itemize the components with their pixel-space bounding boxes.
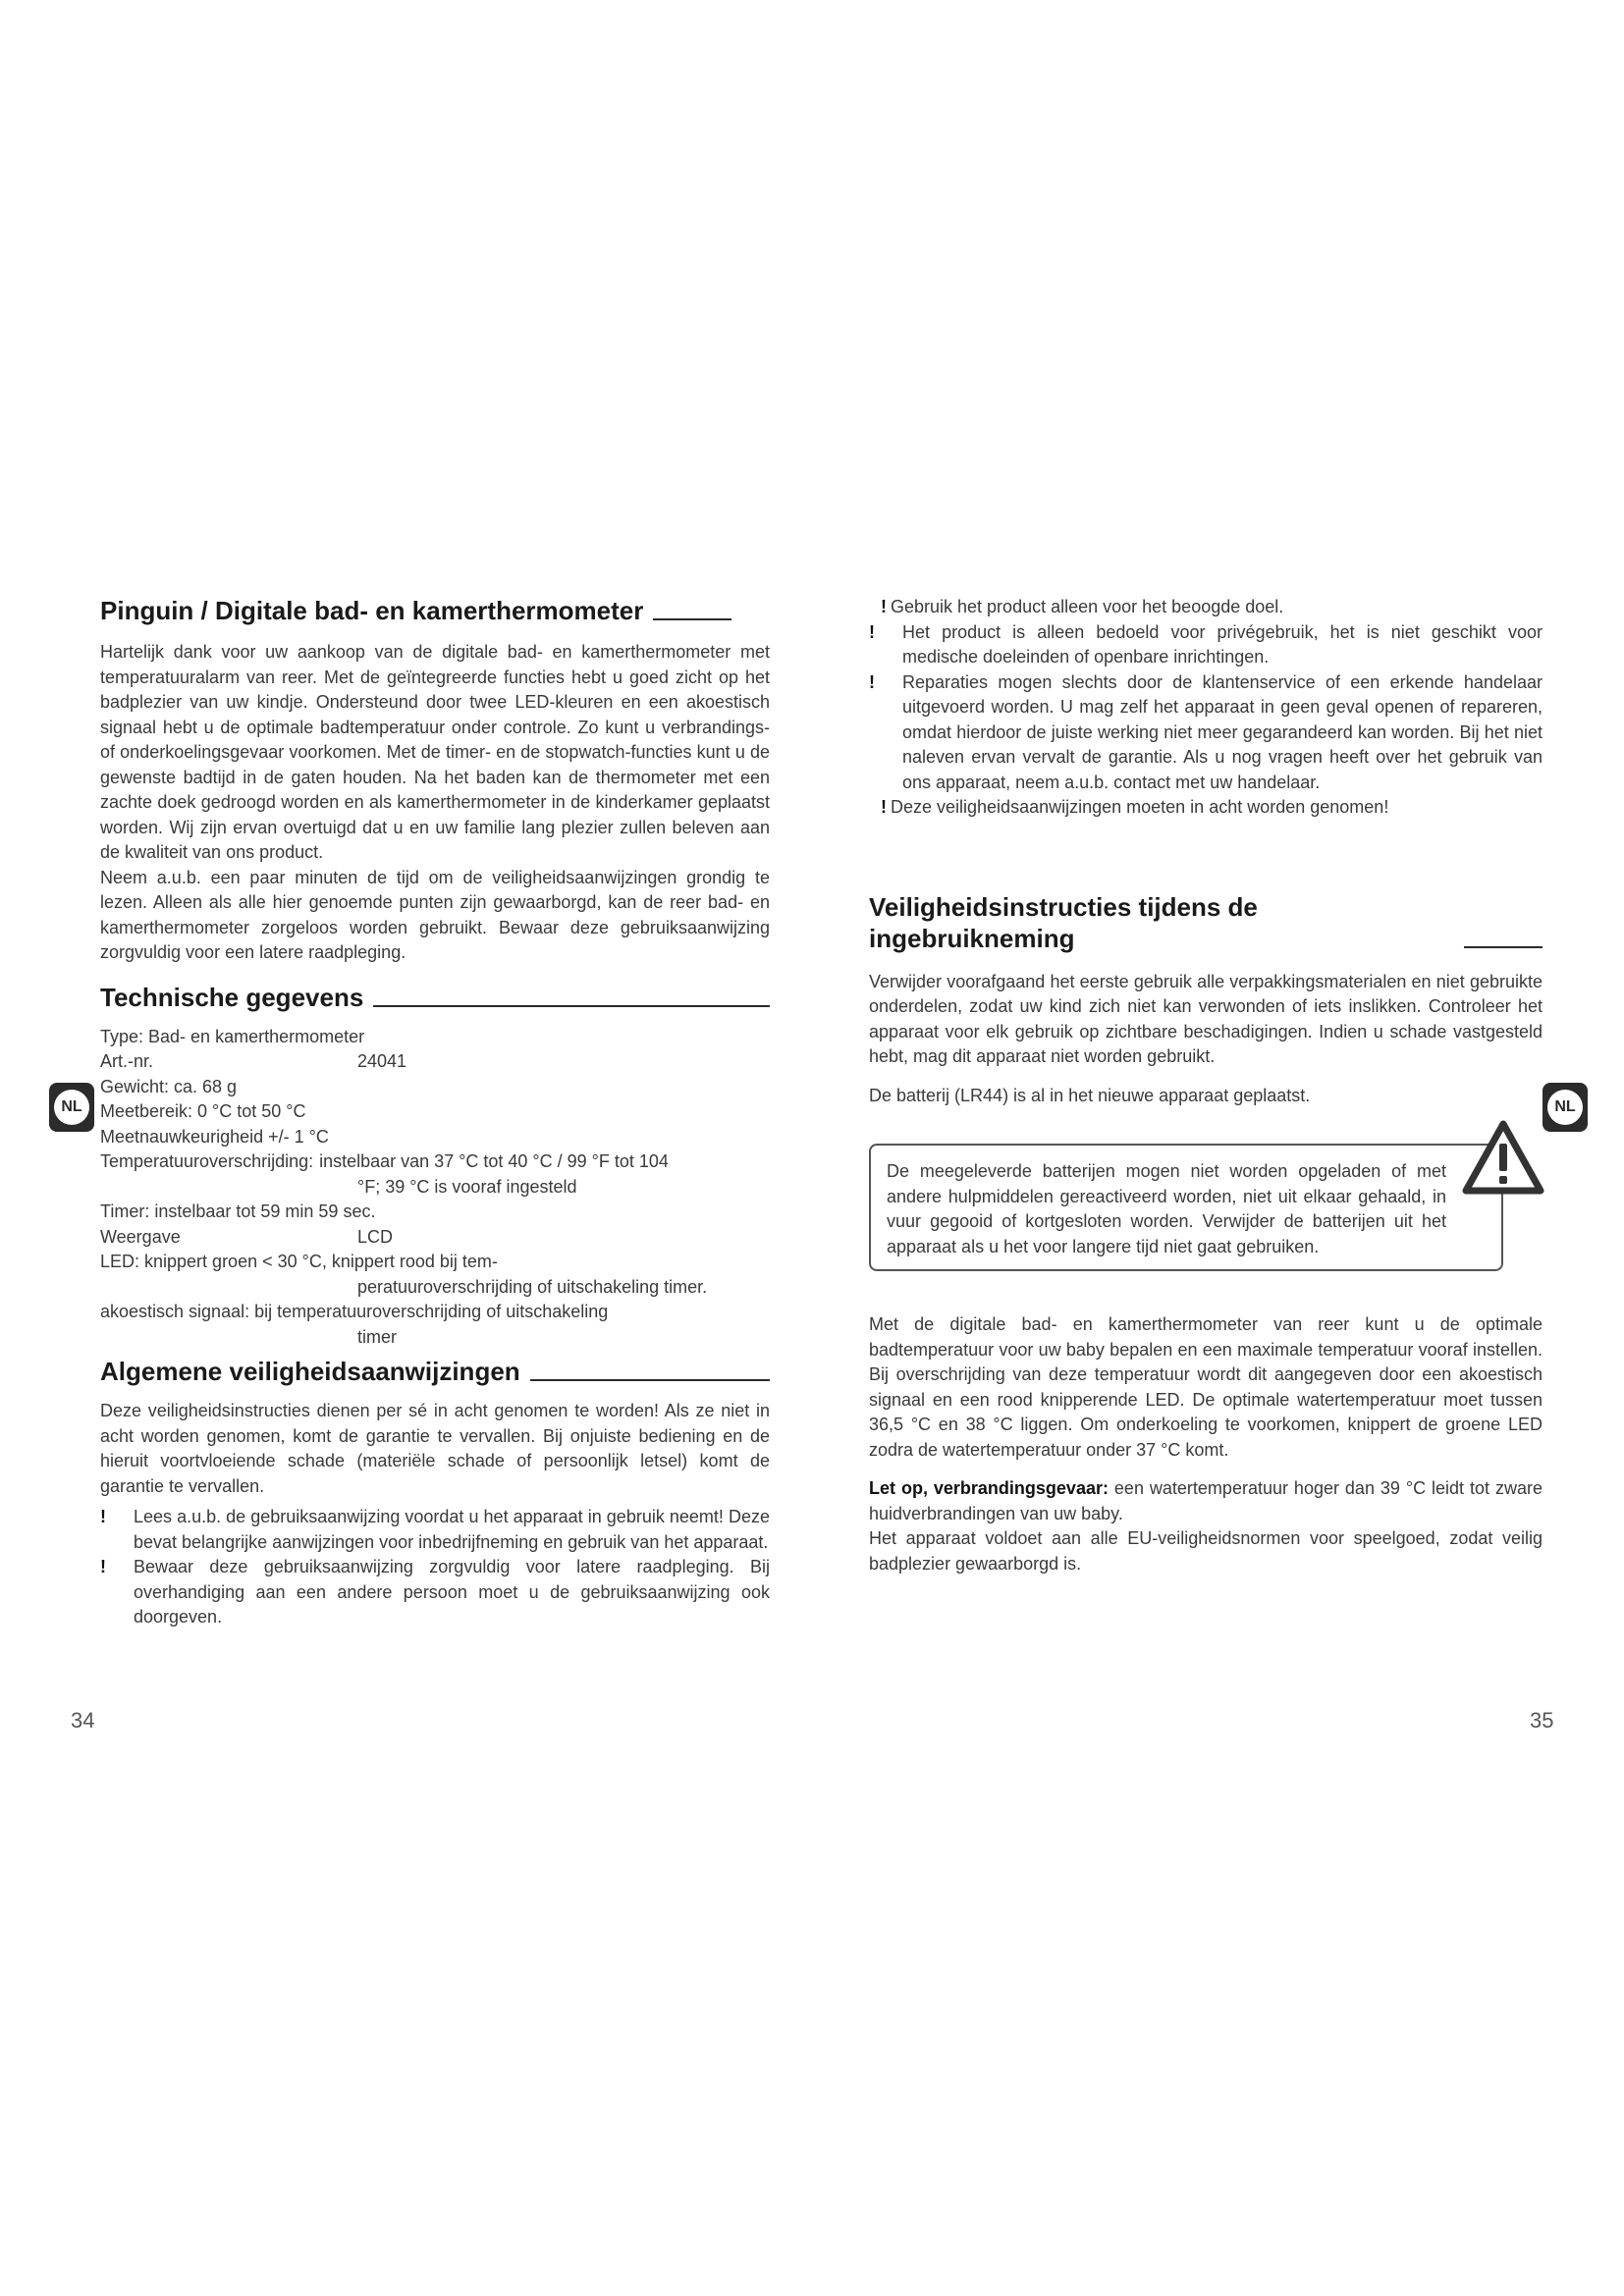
general-rule	[530, 1379, 770, 1381]
spec-over-value: instelbaar van 37 °C tot 40 °C / 99 °F tot 104	[319, 1151, 669, 1171]
bullet-text: Reparaties mogen slechts door de klantenservice of een erkende handelaar uitgevoerd worden. U mag zelf het apparaat in geen geval openen of repareren, omdat hierdoor de juiste werking niet meer gegarandeerd kan worden. Bij het niet naleven ervan vervalt de garantie. Als u nog vragen heeft over het gebruik van ons apparaat, neem a.u.b. contact met uw handelaar.	[902, 671, 1543, 792]
general-heading-text: Algemene veiligheidsaanwijzingen	[100, 1357, 520, 1386]
battery-paragraph: De batterij (LR44) is al in het nieuwe apparaat geplaatst.	[869, 1085, 1311, 1105]
tech-rule	[373, 1005, 770, 1007]
spec-weight: Gewicht: ca. 68 g	[100, 1076, 238, 1096]
intro-paragraph: Hartelijk dank voor uw aankoop van de digitale bad- en kamerthermometer met temperatuuralarm van reer. Met de geïntegreerde functies hebt u goed zicht op het badplezier van uw kindje. Ondersteund door twee LED-kleuren en een akoestisch signaal hebt u de optimale badtemperatuur onder controle. Zo kunt u verbrandings- of onderkoelingsgevaar voorkomen. Met de timer- en de stopwatch-functies kunt u de gewenste badtijd in de gaten houden. Na het baden kan de thermometer met een zachte doek gedroogd worden en als kamerthermometer in de kinderkamer geplaatst worden. Wij zijn ervan overtuigd dat u en uw familie lang plezier zullen beleven aan de kwaliteit van ons product.	[100, 642, 770, 862]
left-bullet-2	[100, 1555, 770, 1630]
spec-over-2: °F; 39 °C is vooraf ingesteld	[357, 1176, 577, 1197]
bullet-text: Het product is alleen bedoeld voor privégebruik, het is niet geschikt voor medische doeleinden of openbare inrichtingen.	[902, 621, 1543, 667]
spec-sound: akoestisch signaal: bij temperatuuroverschrijding of uitschakeling	[100, 1302, 609, 1321]
bullet-mark: !	[881, 597, 887, 616]
title-rule	[653, 618, 731, 620]
spec-art	[100, 1049, 770, 1075]
spec-led-2: peratuuroverschrijding of uitschakeling timer.	[357, 1276, 708, 1297]
tech-heading	[100, 982, 770, 1013]
product-title	[100, 595, 770, 626]
spec-accuracy: Meetnauwkeurigheid +/- 1 °C	[100, 1126, 329, 1147]
bullet-mark: !	[869, 621, 875, 642]
badge-label: NL	[54, 1090, 89, 1125]
right-page-column	[869, 595, 1543, 1576]
spec-over	[100, 1149, 770, 1175]
bullet-mark: !	[869, 671, 875, 692]
language-badge-left	[49, 1083, 94, 1132]
spec-type: Type: Bad- en kamerthermometer	[100, 1026, 365, 1046]
bullet-text: Bewaar deze gebruiksaanwijzing zorgvuldig voor latere raadpleging. Bij overhandiging aan een andere persoon moet u de gebruiksaanwijzing ook doorgeven.	[134, 1557, 770, 1627]
startup-rule	[1464, 946, 1543, 948]
intro-paragraph-2: Neem a.u.b. een paar minuten de tijd om de veiligheidsaanwijzingen grondig te lezen. Alleen als alle hier genoemde punten zijn gewaarborgd, kan de reer bad- en kamerthermometer zorgeloos worden gebruikt. Bewaar deze gebruiksaanwijzing zorgvuldig voor een latere raadpleging.	[100, 867, 770, 962]
general-heading	[100, 1356, 770, 1387]
startup-paragraph: Verwijder voorafgaand het eerste gebruik alle verpakkingsmaterialen en niet gebruikte onderdelen, zodat uw kind zich niet kan verwonden of iets inslikken. Controleer het apparaat voor elk gebruik op zichtbare beschadigingen. Indien u schade vastgesteld hebt, mag dit apparaat niet worden gebruikt.	[869, 971, 1543, 1066]
caution-text: een watertemperatuur hoger dan 39 °C leidt tot zware huidverbrandingen van uw baby.	[869, 1478, 1543, 1523]
spec-display	[100, 1225, 770, 1251]
general-paragraph: Deze veiligheidsinstructies dienen per sé in acht genomen te worden! Als ze niet in acht worden genomen, komt de garantie te vervallen. Bij onjuiste bediening en de hieruit voortvloeiende schade (materiële schade of persoonlijk letsel) komt de garantie te vervallen.	[100, 1401, 770, 1496]
spec-led: LED: knippert groen < 30 °C, knippert rood bij tem-	[100, 1252, 498, 1271]
caution-paragraph	[869, 1476, 1543, 1526]
spec-timer: Timer: instelbaar tot 59 min 59 sec.	[100, 1201, 376, 1221]
left-page-column	[100, 595, 770, 1630]
product-title-text: Pinguin / Digitale bad- en kamerthermometer	[100, 596, 644, 625]
language-badge-right	[1543, 1083, 1588, 1132]
badge-label: NL	[1547, 1090, 1583, 1125]
bullet-text: Gebruik het product alleen voor het beoogde doel.	[891, 597, 1284, 616]
spec-art-value: 24041	[357, 1051, 407, 1071]
bullet-mark: !	[881, 797, 887, 817]
bullet-mark: !	[100, 1507, 106, 1526]
spec-sound-2: timer	[357, 1326, 397, 1347]
right-bullet-2	[869, 620, 1543, 670]
right-bullet-1	[869, 595, 1543, 620]
bullet-text: Deze veiligheidsaanwijzingen moeten in acht worden genomen!	[891, 797, 1389, 817]
warning-triangle-icon	[1462, 1120, 1544, 1195]
usage-paragraph: Met de digitale bad- en kamerthermometer van reer kunt u de optimale badtemperatuur voor uw baby bepalen en een maximale temperatuur vooraf instellen. Bij overschrijding van deze temperatuur wordt dit aangegeven door een akoestisch signaal en een rood knipperende LED. De optimale watertemperatuur moet tussen 36,5 °C en 38 °C liggen. Om onderkoeling te voorkomen, knippert de groene LED zodra de watertemperatuur onder 37 °C komt.	[869, 1314, 1543, 1460]
spec-list	[100, 1025, 770, 1351]
spec-range: Meetbereik: 0 °C tot 50 °C	[100, 1101, 306, 1121]
spec-display-label: Weergave	[100, 1226, 181, 1247]
spec-over-label: Temperatuuroverschrijding:	[100, 1151, 314, 1171]
page-number-left: 34	[71, 1708, 95, 1733]
page-number-right: 35	[1530, 1708, 1554, 1733]
startup-heading-text: Veiligheidsinstructies tijdens de ingebruikneming	[869, 891, 1258, 953]
battery-warning-box	[869, 1144, 1503, 1271]
spec-display-value: LCD	[357, 1226, 394, 1247]
left-bullet-1	[100, 1505, 770, 1555]
spec-art-label: Art.-nr.	[100, 1051, 154, 1071]
tech-heading-text: Technische gegevens	[100, 982, 364, 1012]
bullet-text: Lees a.u.b. de gebruiksaanwijzing voordat u het apparaat in gebruik neemt! Deze bevat belangrijke aanwijzingen voor inbedrijfneming en gebruik van het apparaat.	[134, 1507, 770, 1552]
startup-heading	[869, 891, 1543, 954]
right-bullet-3	[869, 670, 1543, 796]
bullet-mark: !	[100, 1557, 106, 1576]
eu-paragraph: Het apparaat voldoet aan alle EU-veiligheidsnormen voor speelgoed, zodat veilig badplezier gewaarborgd is.	[869, 1528, 1543, 1574]
right-bullet-4	[869, 795, 1543, 821]
caution-label: Let op, verbrandingsgevaar:	[869, 1478, 1109, 1498]
warning-text: De meegeleverde batterijen mogen niet worden opgeladen of met andere hulpmiddelen gereactiveerd worden, niet uit elkaar gehaald, in vuur gegooid of kortgesloten worden. Verwijder de batterijen uit het apparaat als u het voor langere tijd niet gaat gebruiken.	[887, 1161, 1446, 1256]
